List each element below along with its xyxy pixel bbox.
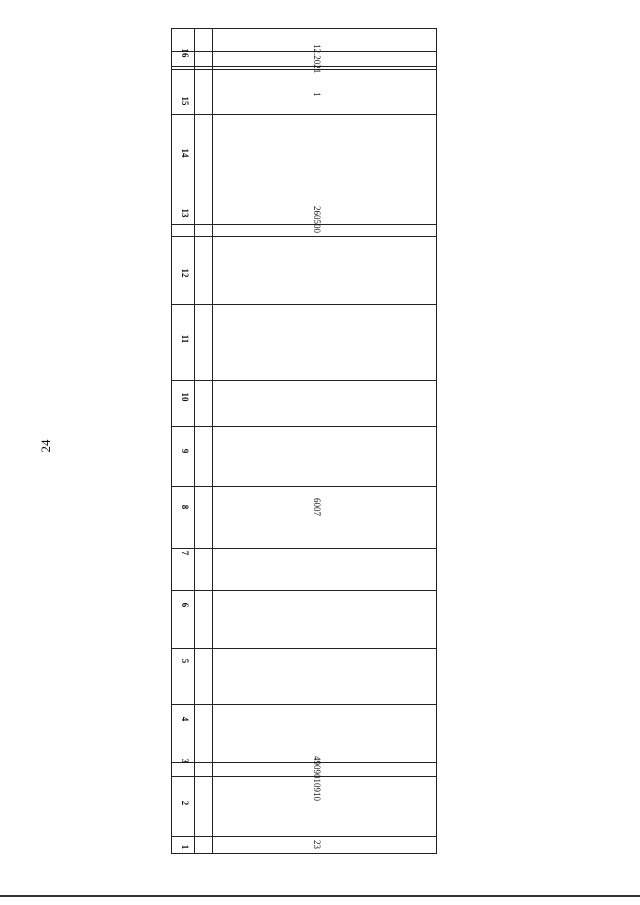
column-number: 10 — [180, 392, 190, 402]
col-sep-6 — [171, 648, 437, 649]
population-value: 6007 — [312, 498, 322, 516]
inn-value: 4909010910 — [312, 756, 322, 801]
col-sep-11 — [171, 380, 437, 381]
page-number: 24 — [38, 439, 53, 453]
col-sep-7 — [171, 590, 437, 591]
column-number: 11 — [180, 334, 190, 344]
col-sep-15 — [171, 114, 437, 115]
column-number: 7 — [180, 550, 190, 556]
col-sep-5 — [171, 704, 437, 705]
column-number: 1 — [180, 844, 190, 850]
col-sep-16 — [171, 66, 437, 67]
date-value: 12.2021 — [312, 44, 322, 74]
column-number: 6 — [180, 602, 190, 608]
column-number: 14 — [180, 148, 190, 158]
column-number: 4 — [180, 716, 190, 722]
row-number: 23 — [312, 840, 322, 849]
column-number: 15 — [180, 96, 190, 106]
column-number: 8 — [180, 504, 190, 510]
column-number: 12 — [180, 268, 190, 278]
col-sep-2 — [171, 836, 437, 837]
col-sep-13 — [171, 236, 437, 237]
table-lines — [171, 28, 437, 854]
col-sep-9 — [171, 486, 437, 487]
column-number: 9 — [180, 448, 190, 454]
col-sep-4 — [171, 762, 437, 763]
column-number: 5 — [180, 658, 190, 664]
column-number: 13 — [180, 208, 190, 218]
page-bottom-rule — [0, 895, 640, 897]
col-sep-8 — [171, 548, 437, 549]
column-number: 2 — [180, 800, 190, 806]
col-sep-10 — [171, 426, 437, 427]
code-value: 260500 — [312, 206, 322, 233]
column-number: 3 — [180, 758, 190, 764]
col-sep-14 — [171, 224, 437, 225]
col-sep-3 — [171, 776, 437, 777]
column-number: 16 — [180, 48, 190, 58]
col-sep-12 — [171, 304, 437, 305]
quantity-value: 1 — [312, 92, 322, 97]
